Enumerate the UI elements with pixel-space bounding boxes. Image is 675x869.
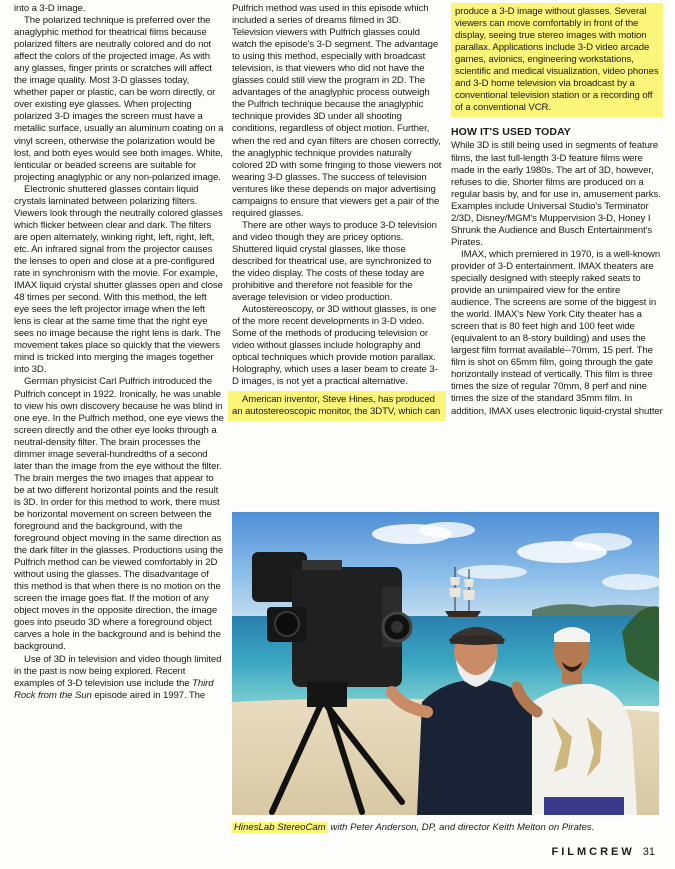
paragraph-text: Use of 3D in television and video though limited in the past is now being explored. Recent examples of 3-D television use include the [14,653,222,689]
paragraph: into a 3-D image. [14,3,86,14]
page-number: 31 [642,846,655,858]
photo-caption [232,822,662,834]
paragraph: While 3D is still being used in segments of feature films, the last full-length 3-D feature films were made in the early 1980s. The art of 3D, however, refuses to die. Shorter films are produced on a regular basis by, and for use in, amusement parks. Examples include Universal Studio's Terminator 2/3D, Disney/MGM's Muppervision 3-D, Honey I Shrunk the Audience and Busch Entertainment's Pirates. [451,140,661,248]
beach-camera-photo [232,512,659,815]
highlighted-paragraph [232,391,442,421]
paragraph: There are other ways to produce 3-D television and video though they are pricey options. Shuttered liquid crystal glasses, like those described for theatrical use, are synchronized to the video display. The costs of these today are prohibitive and therefore not feasible for the average television or video production. [232,219,437,304]
caption-end: . [591,822,595,833]
magazine-name: FILMCREW [551,846,635,858]
show-title: Third Rock from the Sun [14,677,214,701]
text-column-1 [14,3,224,702]
page-footer [551,846,655,858]
paragraph: Electronic shuttered glasses contain liquid crystals laminated between polarizing filters. Viewers look through the neutrally colored glasses which flicker between clear and dark. The filters are open alternately, winking right, left, right, left, etc. An infrared signal from the projector causes the lenses to open and close at a pre-configured rate in synchronism with the movie. For example, IMAX liquid crystal shutter glasses open and close 48 times per second. With this method, the left eye sees the left projector image when the left lens is clear at the same time that the right eye sees no image because the right lens is dark. The movement takes place so quickly that the viewers mind is tricked into merging the images together into 3D. [14,183,223,376]
highlighted-text: American inventor, Steve Hines, has produced an autostereoscopic monitor, the 3DTV, which can [228,391,446,421]
text-column-3 [451,3,663,418]
section-heading: HOW IT'S USED TODAY [451,126,571,139]
paragraph-text: episode aired in 1997. The [91,689,206,701]
paragraph: IMAX, which premiered in 1970, is a well-known provider of 3-D entertainment. IMAX theaters are specially designed with steeply raked seats to provide an unimpaired view for the entire audience. The screens are some of the biggest in the world. IMAX's New York City theater has a screen that is 80 feet high and 100 feet wide (equivalent to an 8-story building) and uses the largest film format available--70mm, 15 perf. The film is shot on 65mm film, going through the gate horizontally instead of vertically. This film is three times the size of regular 70mm, 8 perf and nine times the size of the standard 35mm film. In addition, IMAX uses electronic liquid-crystal shutter [451,248,663,417]
caption-film-title: Pirates [561,822,592,833]
paragraph [14,654,224,702]
caption-highlight: HinesLab StereoCam [234,822,326,833]
photo-illustration [232,512,659,815]
paragraph: Autostereoscopy, or 3D without glasses, is one of the more recent developments in 3-D video. Some of the methods of producing television or video without glasses include holography and optical techniques which provide motion parallax. Holography, which uses a laser beam to create 3-D images, is not yet a practical alternative. [232,304,438,388]
paragraph: Pulfrich method was used in this episode which included a series of dreams filmed in 3D. Television viewers with Pulfrich glasses could watch the episode's 3-D segment. The advantage to using this method, especially with broadcast television, is that viewers who did not have the glasses could still view the program in 2D. The advantages of the anaglyphic process outweigh the Pulfrich technique because the anaglyphic technique provides 3D under all shooting conditions, regardless of object motion. Further, when the red and cyan filters are chosen correctly, the anaglyphic technique provides naturally colored 2D with some fringing to those viewers not wearing 3-D glasses. The success of television ventures like these depends on major advertising campaigns to ensure that viewers get a pair of the required glasses. [232,3,442,219]
text-column-2 [232,3,442,421]
paragraph: German physicist Carl Pulfrich introduced the Pulfrich concept in 1922. Ironically, he was unable to view his own discovery because he was blind in one eye. In the Pulfrich method, one eye views the screen directly and the other eye looks through a neutral-density filter. The brain processes the dimmer image several-hundredths of a second later than the image from the eye without the filter. The brain merges the two images that appear to be at two different horizontal points and the result is 3D. In order for this method to work, there must be horizontal movement on screen between the foreground and the background, with the foreground object moving in the same direction as the dark filter in the glasses. Productions using the Pulfrich method can be viewed comfortably in 2D without using the glasses. The disadvantage of this method is that when there is no motion on the screen the image goes flat. If the motion of any object moves in the opposite direction, the image goes into pseudo 3D where a foreground object carves a hole in the background and is behind the background. [14,376,224,653]
paragraph: The polarized technique is preferred over the anaglyphic method for theatrical films because polarized filters are neutrally colored and do not affect the colors of the projected image. As with any glasses, finger prints or scratches will affect the image quality. Most 3-D glasses today, whether paper or plastic, can be worn directly, or over existing eye glasses. When projecting polarized 3-D images the screen must have a metallic surface, usually an aluminum coating on a vinyl screen, otherwise the polarization would be lost, and both eyes would see both images. White, lenticular or beaded screens are suitable for projecting anaglyphic or any non-polarized image. [14,15,224,183]
caption-text: with Peter Anderson, DP, and director Keith Melton on [327,822,562,833]
highlighted-paragraph: produce a 3-D image without glasses. Several viewers can move comfortably in front of the display, seeing true stereo images with motion parallax. Applications include 3-D video arcade games, avionics, engineering workstations, scientific and medical visualization, video phones and 3-D home television via broadcast by a conventional television station or a recording off of a conventional VCR. [451,3,663,117]
